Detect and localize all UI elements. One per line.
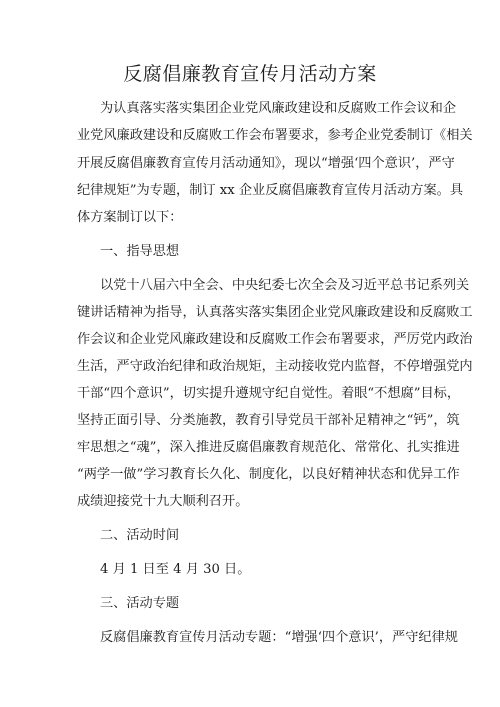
section1-line-5: 干部“四个意识”，切实提升遵规守纪自觉性。着眼“不想腐”目标， (77, 386, 461, 401)
intro-line-4: 纪律规矩”为专题，制订 xx 企业反腐倡廉教育宣传月活动方案。具 (77, 183, 464, 198)
intro-line-3: 开展反腐倡廉教育宣传月活动通知》，现以“增强‘四个意识’，严守 (77, 156, 455, 171)
activity-topic-text: 反腐倡廉教育宣传月活动专题：“增强‘四个意识’，严守纪律规 (100, 630, 458, 645)
section1-line-2: 键讲话精神为指导，认真落实落实集团企业党风廉政建设和反腐败工 (77, 305, 473, 320)
section1-line-4: 生活，严守政治纪律和政治规矩，主动接收党内监督，不停增强党内 (77, 359, 473, 374)
intro-line-2: 业党风廉政建设和反腐败工作会布署要求，参考企业党委制订《相关 (77, 128, 473, 143)
section1-line-1: 以党十八届六中全会、中央纪委七次全会及习近平总书记系列关 (100, 278, 470, 293)
section-heading-guiding-thought: 一、指导思想 (100, 244, 180, 259)
section1-line-6: 坚持正面引导、分类施教，教育引导党员干部补足精神之“钙”，筑 (77, 413, 460, 428)
section-heading-activity-time: 二、活动时间 (100, 528, 180, 543)
intro-line-1: 为认真落实落实集团企业党风廉政建设和反腐败工作会议和企 (100, 101, 457, 116)
section1-line-7: 牢思想之“魂”，深入推进反腐倡廉教育规范化、常常化、扎实推进 (77, 440, 460, 455)
intro-line-5: 体方案制订以下： (77, 210, 183, 225)
activity-time-text: 4 月 1 日至 4 月 30 日。 (100, 562, 251, 577)
section1-line-3: 作会议和企业党风廉政建设和反腐败工作会布署要求，严厉党内政治 (77, 332, 473, 347)
document-title: 反腐倡廉教育宣传月活动方案 (123, 63, 377, 85)
section1-line-9: 成绩迎接党十九大顺利召开。 (77, 494, 249, 509)
section-heading-activity-topic: 三、活动专题 (100, 596, 180, 611)
section1-line-8: “两学一做”学习教育长久化、制度化，以良好精神状态和优异工作 (77, 467, 460, 482)
